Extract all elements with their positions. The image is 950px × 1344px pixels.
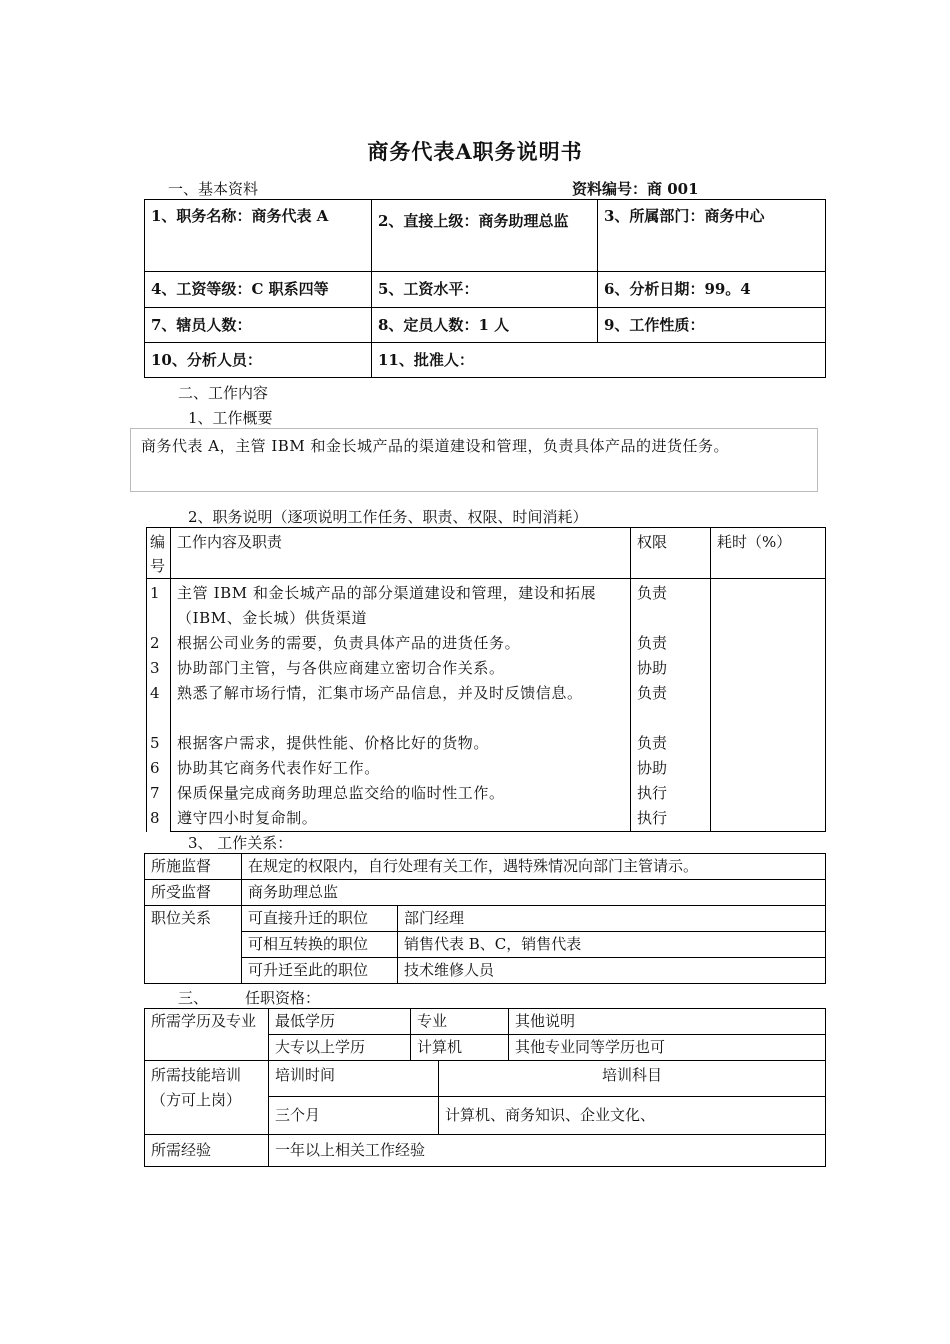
position-value: 技术维修人员: [398, 958, 826, 984]
edu-header-major: 专业: [411, 1009, 509, 1035]
subordinates-cell: 7、辖员人数：: [145, 308, 372, 343]
position-value: 销售代表 B、C，销售代表: [398, 932, 826, 958]
duty-no: 5: [150, 734, 160, 752]
duty-text: 根据客户需求，提供性能、价格比好的货物。: [177, 734, 490, 752]
duty-no: 8: [150, 809, 160, 827]
duty-authority: 执行: [637, 784, 668, 802]
salary-grade-cell: 4、工资等级：C 职系四等: [145, 272, 372, 308]
duty-no: 4: [150, 684, 160, 702]
duty-text: 协助其它商务代表作好工作。: [177, 759, 380, 777]
duty-text: 主管 IBM 和金长城产品的部分渠道建设和管理，建设和拓展（IBM、金长城）供货渠道: [177, 584, 597, 627]
department-cell: 3、所属部门：商务中心: [598, 200, 826, 272]
edu-header-min: 最低学历: [269, 1009, 411, 1035]
qual-heading-num: 三、: [178, 989, 209, 1007]
duty-time-cell: [711, 579, 826, 832]
supervised-text: 商务助理总监: [242, 880, 826, 906]
duty-authority: 执行: [637, 809, 668, 827]
duty-no: 2: [150, 634, 160, 652]
approver-cell: 11、批准人：: [372, 343, 826, 378]
edu-value-major: 计算机: [411, 1035, 509, 1061]
job-title-cell: 1、职务名称：商务代表 A: [145, 200, 372, 272]
duty-authority: 负责: [637, 734, 668, 752]
duties-table-main: [146, 527, 826, 832]
analysis-date-cell: 6、分析日期：99。4: [598, 272, 826, 308]
duty-authority: 负责: [637, 634, 668, 652]
exp-value: 一年以上相关工作经验: [269, 1135, 826, 1167]
duty-no: 7: [150, 784, 160, 802]
duty-text: 遵守四小时复命制。: [177, 809, 318, 827]
position-key: 可升迁至此的职位: [242, 958, 398, 984]
duty-text: 根据公司业务的需要，负责具体产品的进货任务。: [177, 634, 521, 652]
duty-no: 3: [150, 659, 160, 677]
header-authority: 权限: [631, 528, 711, 579]
supervised-label: 所受监督: [145, 880, 242, 906]
relations-heading: 3、 工作关系：: [188, 834, 293, 852]
header-time: 耗时（%）: [711, 528, 826, 579]
train-header-subject: 培训科目: [439, 1061, 826, 1097]
duty-authority: 负责: [637, 584, 668, 602]
duties-heading: 2、职务说明（逐项说明工作任务、职责、权限、时间消耗）: [188, 508, 588, 526]
headcount-cell: 8、定员人数：1 人: [372, 308, 598, 343]
qual-heading: 任职资格：: [245, 989, 321, 1007]
header-number: 编号: [147, 528, 171, 579]
header-content: 工作内容及职责: [171, 528, 631, 579]
supervisor-cell: 2、直接上级：商务助理总监: [372, 200, 598, 272]
supervise-label: 所施监督: [145, 854, 242, 880]
section-basic-label: 一、基本资料: [168, 180, 259, 198]
duty-authority: 协助: [637, 759, 668, 777]
duty-text: 协助部门主管，与各供应商建立密切合作关系。: [177, 659, 505, 677]
duty-authority: 协助: [637, 659, 668, 677]
exp-label: 所需经验: [145, 1135, 269, 1167]
summary-heading: 1、工作概要: [188, 409, 273, 427]
doc-number: 资料编号：商 001: [572, 180, 699, 198]
page-title: 商务代表A职务说明书: [367, 139, 583, 164]
supervise-text: 在规定的权限内，自行处理有关工作，遇特殊情况向部门主管请示。: [242, 854, 826, 880]
basic-info-table: [144, 199, 826, 378]
job-summary: 商务代表 A，主管 IBM 和金长城产品的渠道建设和管理，负责具体产品的进货任务。: [130, 428, 818, 492]
duty-no: 6: [150, 759, 160, 777]
qualifications-table: [144, 1008, 826, 1167]
train-header-time: 培训时间: [269, 1061, 439, 1097]
edu-header-other: 其他说明: [509, 1009, 826, 1035]
duty-authority: 负责: [637, 684, 668, 702]
train-value-time: 三个月: [269, 1097, 439, 1135]
duty-no: 1: [150, 584, 160, 602]
position-key: 可直接升迁的职位: [242, 906, 398, 932]
duty-text: 保质保量完成商务助理总监交给的临时性工作。: [177, 784, 505, 802]
edu-label: 所需学历及专业: [145, 1009, 269, 1061]
position-key: 可相互转换的职位: [242, 932, 398, 958]
analyst-cell: 10、分析人员：: [145, 343, 372, 378]
position-value: 部门经理: [398, 906, 826, 932]
edu-value-other: 其他专业同等学历也可: [509, 1035, 826, 1061]
work-nature-cell: 9、工作性质：: [598, 308, 826, 343]
edu-value-min: 大专以上学历: [269, 1035, 411, 1061]
section-content-label: 二、工作内容: [178, 384, 269, 402]
train-value-subject: 计算机、商务知识、企业文化、: [439, 1097, 826, 1135]
train-label: 所需技能培训（方可上岗）: [145, 1061, 269, 1135]
duty-text: 熟悉了解市场行情，汇集市场产品信息，并及时反馈信息。: [177, 684, 583, 702]
position-label: 职位关系: [145, 906, 242, 984]
relations-table: [144, 853, 826, 984]
salary-level-cell: 5、工资水平：: [372, 272, 598, 308]
